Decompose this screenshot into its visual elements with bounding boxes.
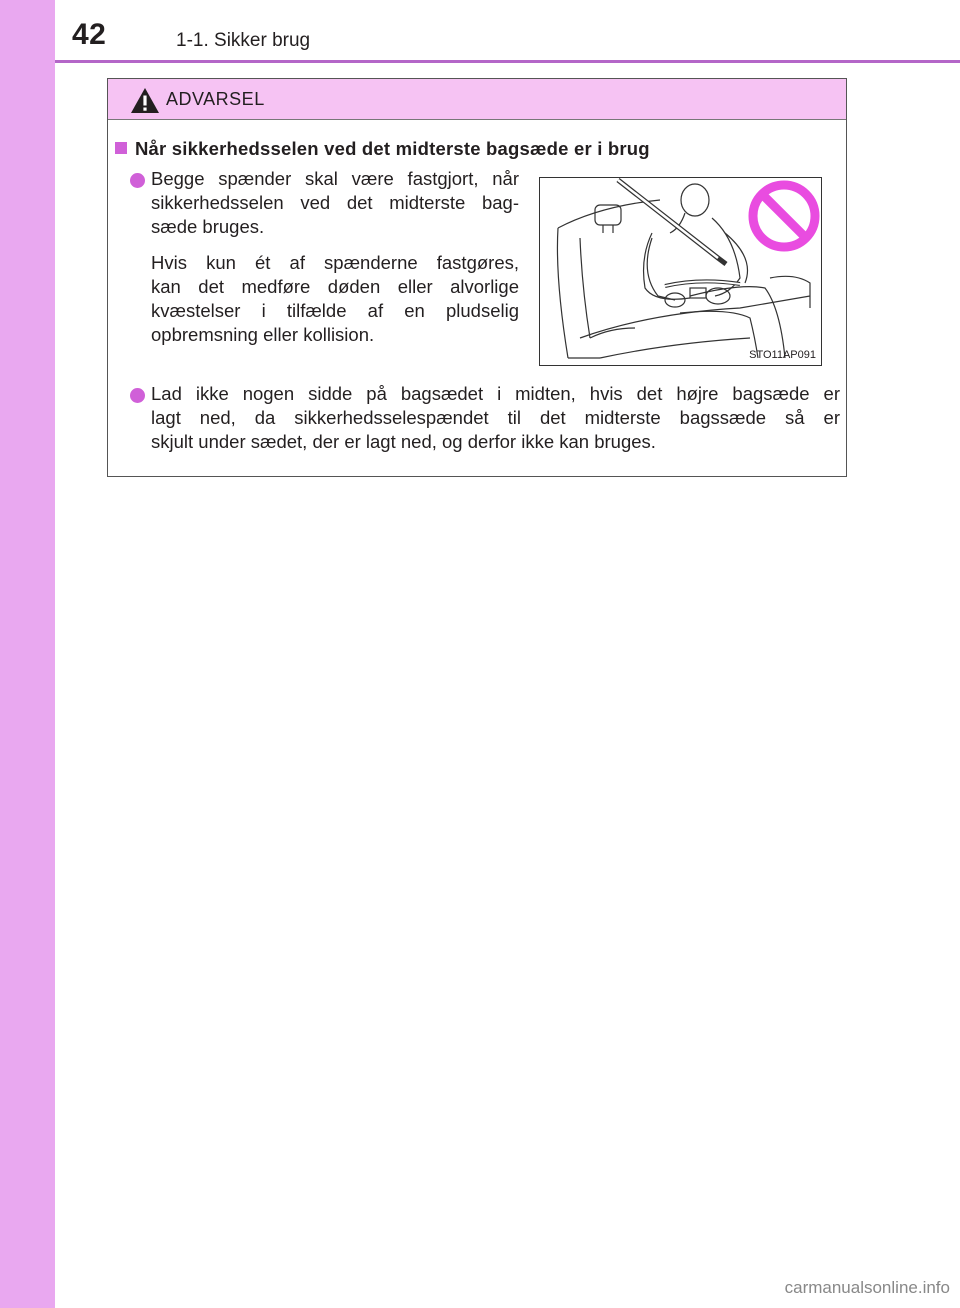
bullet-dot-icon <box>130 173 145 188</box>
bullet2-line: Lad ikke nogen sidde på bagsædet i midten, hvis det højre bagsæde er <box>151 383 840 404</box>
bullet1-detail-line: Hvis kun ét af spænderne fastgøres, <box>151 252 519 273</box>
section-title: 1-1. Sikker brug <box>176 30 311 51</box>
bullet1-detail-line: kvæstelser i tilfælde af en pludselig <box>151 300 519 321</box>
warning-box <box>107 78 847 477</box>
bullet2-line: lagt ned, da sikkerhedsselespændet til det midterste bagssæde så er <box>151 407 840 428</box>
square-bullet-icon <box>115 142 127 154</box>
bullet1-line: sæde bruges. <box>151 216 265 237</box>
warning-subheading <box>115 138 650 160</box>
bullet1-detail-line: opbremsning eller kollision. <box>151 324 375 345</box>
warning-label: ADVARSEL <box>166 89 265 109</box>
bullet1-line: Begge spænder skal være fastgjort, når <box>151 168 519 189</box>
bullet2-line: skjult under sædet, der er lagt ned, og derfor ikke kan bruges. <box>151 431 656 452</box>
page-number: 42 <box>72 18 107 51</box>
illustration-code: STO11AP091 <box>749 349 816 361</box>
bullet1-detail <box>151 251 519 347</box>
side-strip <box>0 0 55 1308</box>
subheading-text: Når sikkerhedsselen ved det midterste bagsæde er i brug <box>135 138 650 159</box>
prohibition-icon <box>747 179 821 253</box>
bullet2-text <box>151 382 840 454</box>
bullet1-detail-line: kan det medføre døden eller alvorlige <box>151 276 519 297</box>
bullet1-text <box>151 167 519 239</box>
warning-triangle-icon <box>130 87 160 114</box>
header-rule <box>55 60 960 63</box>
bullet1-line: sikkerhedsselen ved det midterste bag- <box>151 192 519 213</box>
watermark: carmanualsonline.info <box>784 1278 950 1297</box>
warning-header <box>108 79 846 120</box>
bullet-dot-icon <box>130 388 145 403</box>
